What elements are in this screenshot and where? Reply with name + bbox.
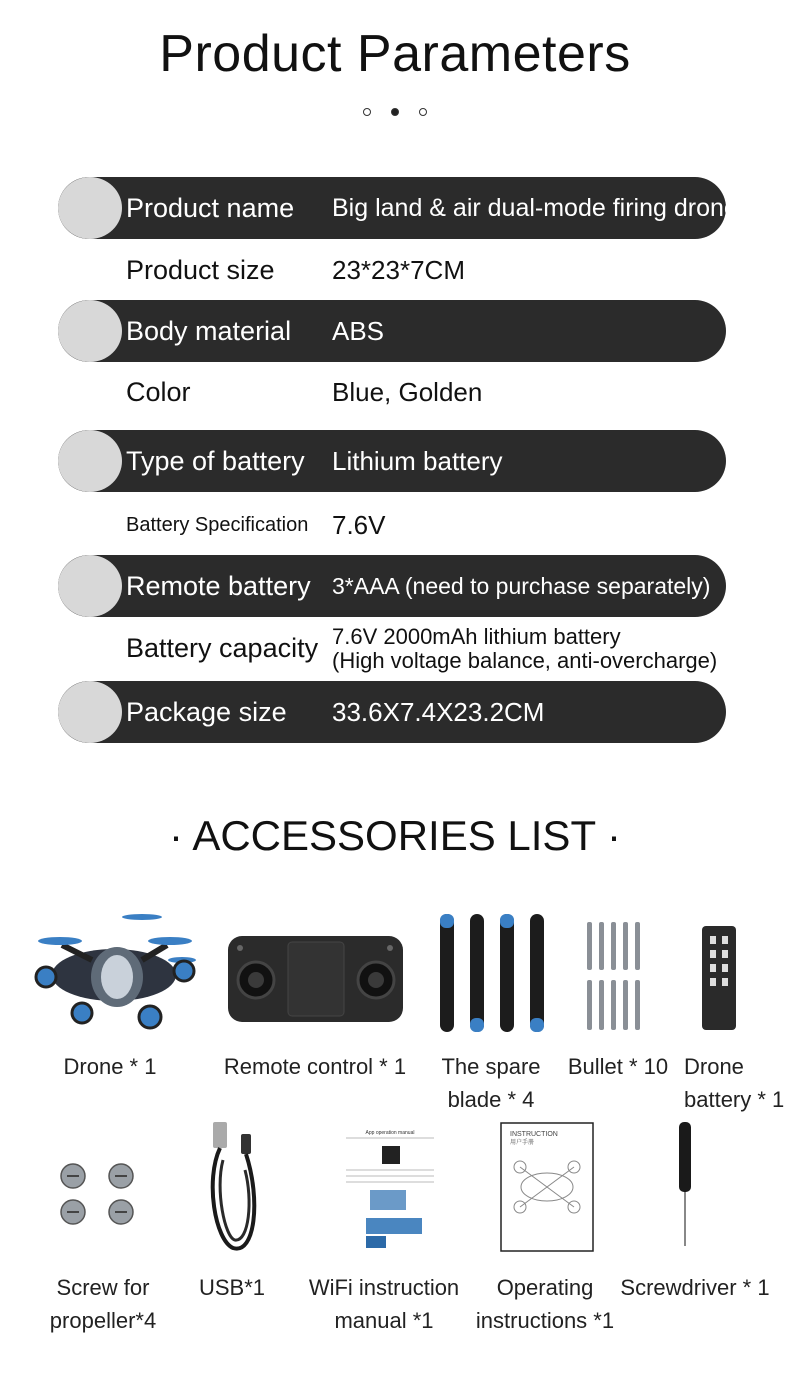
param-row-color bbox=[58, 361, 726, 423]
param-label: Battery capacity bbox=[126, 633, 319, 663]
accessory-label-line: battery * 1 bbox=[684, 1087, 785, 1112]
remote-control-image bbox=[228, 934, 403, 1024]
accessory-label-line: Screw for bbox=[56, 1275, 150, 1300]
param-value: Blue, Golden bbox=[332, 377, 483, 407]
param-row-product-size bbox=[58, 239, 726, 301]
instruction-heading: INSTRUCTION bbox=[510, 1131, 558, 1138]
param-label: Package size bbox=[126, 697, 287, 727]
accessory-label-line: propeller*4 bbox=[49, 1308, 157, 1333]
accessory-label-line: manual *1 bbox=[334, 1308, 434, 1333]
page-title: Product Parameters bbox=[159, 25, 631, 83]
param-row-product-name bbox=[58, 177, 738, 239]
param-pill-circle bbox=[58, 555, 122, 617]
accessory-label-line: USB*1 bbox=[198, 1275, 266, 1300]
accessory-label-line: The spare bbox=[441, 1054, 541, 1079]
param-label: Battery Specification bbox=[126, 514, 309, 536]
param-value: 23*23*7CM bbox=[332, 255, 465, 285]
accessories-title: · ACCESSORIES LIST · bbox=[168, 812, 621, 859]
manual-heading: App operation manual bbox=[365, 1130, 415, 1136]
accessory-label-line: blade * 4 bbox=[447, 1087, 535, 1112]
param-value: Big land & air dual-mode firing drone bbox=[332, 194, 738, 222]
param-value bbox=[332, 625, 717, 673]
accessory-label-line: WiFi instruction bbox=[308, 1275, 460, 1300]
accessory-label-remote bbox=[210, 1050, 420, 1083]
carousel-dots bbox=[0, 108, 790, 116]
accessory-label-line: instructions *1 bbox=[475, 1308, 615, 1333]
param-pill-circle bbox=[58, 681, 122, 743]
bullet-image bbox=[585, 918, 647, 1034]
param-row-battery-capacity bbox=[58, 617, 726, 679]
param-value: ABS bbox=[332, 316, 385, 346]
dot bbox=[363, 108, 371, 116]
param-label: Body material bbox=[126, 316, 292, 346]
param-label: Remote battery bbox=[126, 571, 311, 601]
param-value-line1: 7.6V 2000mAh lithium battery bbox=[332, 624, 621, 649]
accessory-label-usb bbox=[186, 1271, 278, 1304]
accessory-label-line: Drone bbox=[684, 1054, 744, 1079]
screw-image bbox=[55, 1158, 143, 1232]
param-pill-circle bbox=[58, 300, 122, 362]
param-value: Lithium battery bbox=[332, 446, 503, 476]
accessory-label-instructions bbox=[470, 1271, 620, 1337]
accessory-label-line: Drone * 1 bbox=[63, 1054, 157, 1079]
param-value: 33.6X7.4X23.2CM bbox=[332, 697, 545, 727]
accessory-label-line: Operating bbox=[496, 1275, 594, 1300]
drone-image bbox=[32, 905, 197, 1035]
param-row-remote-battery bbox=[58, 555, 726, 617]
param-row-body-material bbox=[58, 300, 726, 362]
param-pill-circle bbox=[58, 177, 122, 239]
param-value: 3*AAA (need to purchase separately) bbox=[332, 573, 711, 599]
screwdriver-image bbox=[674, 1120, 696, 1248]
dot-active bbox=[391, 108, 399, 116]
accessory-label-drone bbox=[40, 1050, 180, 1083]
accessory-label-blade bbox=[428, 1050, 554, 1116]
drone-battery-image bbox=[700, 924, 738, 1032]
accessory-label-drone-battery bbox=[684, 1050, 788, 1116]
param-label: Product name bbox=[126, 193, 295, 223]
instruction-subheading: 用户手册 bbox=[510, 1140, 535, 1146]
accessory-label-bullet bbox=[560, 1050, 676, 1083]
spare-blade-image bbox=[436, 912, 548, 1034]
param-value-line2: (High voltage balance, anti-overcharge) bbox=[332, 648, 718, 673]
param-row-battery-type bbox=[58, 430, 726, 492]
param-label: Color bbox=[126, 377, 191, 407]
usb-cable-image bbox=[205, 1120, 265, 1255]
param-row-battery-spec bbox=[58, 494, 726, 556]
accessory-label-line: Bullet * 10 bbox=[567, 1054, 669, 1079]
param-value: 7.6V bbox=[332, 510, 386, 540]
accessory-label-wifi-manual bbox=[298, 1271, 470, 1337]
accessory-label-line: Screwdriver * 1 bbox=[620, 1275, 770, 1300]
param-label: Product size bbox=[126, 255, 275, 285]
param-label: Type of battery bbox=[126, 446, 305, 476]
dot bbox=[419, 108, 427, 116]
accessory-label-screw bbox=[30, 1271, 176, 1337]
instruction-booklet-image bbox=[500, 1122, 594, 1252]
param-row-package-size bbox=[58, 681, 726, 743]
wifi-manual-image bbox=[340, 1128, 440, 1250]
accessory-label-line: Remote control * 1 bbox=[223, 1054, 407, 1079]
param-pill-circle bbox=[58, 430, 122, 492]
accessory-label-screwdriver bbox=[612, 1271, 778, 1304]
